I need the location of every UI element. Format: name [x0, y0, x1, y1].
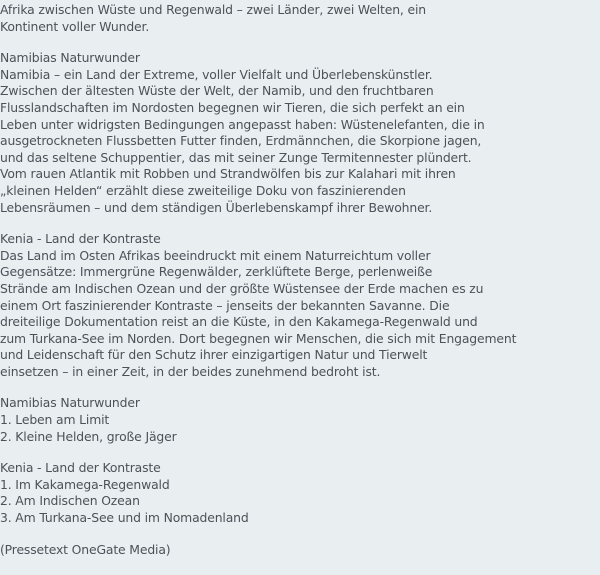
intro-line: Afrika zwischen Wüste und Regenwald – zwei Länder, zwei Welten, ein — [0, 2, 426, 17]
kenia-text-line: einem Ort faszinierender Kontraste – jenseits der bekannten Savanne. Die — [0, 297, 450, 313]
press-credit — [0, 542, 600, 559]
namibia-episodes-heading: Namibias Naturwunder — [0, 395, 140, 411]
namibia-text-line: Namibia – ein Land der Extreme, voller Vielfalt und Überlebenskünstler. — [0, 66, 433, 82]
episode-item: 1. Leben am Limit — [0, 412, 110, 428]
episode-item: 2. Kleine Helden, große Jäger — [0, 428, 177, 444]
namibia-text-line: und das seltene Schuppentier, das mit seiner Zunge Termitennester plündert. — [0, 149, 472, 165]
kenia-text-line: Strände am Indischen Ozean und der größte Wüstensee der Erde machen es zu — [0, 280, 484, 296]
namibia-text-line: Leben unter widrigsten Bedingungen angepasst haben: Wüstenelefanten, die in — [0, 116, 485, 132]
credit-text: (Pressetext OneGate Media) — [0, 541, 171, 557]
namibia-text-line: ausgetrockneten Flussbetten Futter finden, Erdmännchen, die Skorpione jagen, — [0, 133, 482, 149]
namibia-episode-list — [0, 395, 600, 445]
namibia-text-line: Zwischen der ältesten Wüste der Welt, der Namib, und den fruchtbaren — [0, 83, 434, 99]
namibia-heading: Namibias Naturwunder — [0, 50, 140, 66]
episode-item: 2. Am Indischen Ozean — [0, 493, 140, 509]
namibia-text-line: „kleinen Helden“ erzählt diese zweiteilige Doku von faszinierenden — [0, 182, 406, 198]
kenia-text-line: und Leidenschaft für den Schutz ihrer einzigartigen Natur und Tierwelt — [0, 347, 428, 363]
namibia-text-line: Lebensräumen – und dem ständigen Überlebenskampf ihrer Bewohner. — [0, 199, 433, 215]
kenia-text-line: Gegensätze: Immergrüne Regenwälder, zerklüftete Berge, perlenweiße — [0, 264, 433, 280]
episode-item: 3. Am Turkana-See und im Nomadenland — [0, 510, 249, 526]
kenia-heading: Kenia - Land der Kontraste — [0, 231, 161, 247]
episode-item: 1. Im Kakamega-Regenwald — [0, 476, 170, 492]
namibia-description — [0, 50, 600, 216]
kenia-description — [0, 231, 600, 380]
intro-paragraph — [0, 2, 600, 35]
namibia-text-line: Vom rauen Atlantik mit Robben und Strandwölfen bis zur Kalahari mit ihren — [0, 166, 456, 182]
kenia-episode-list — [0, 460, 600, 526]
kenia-text-line: dreiteilige Dokumentation reist an die Küste, in den Kakamega-Regenwald und — [0, 314, 478, 330]
kenia-text-line: zum Turkana-See im Norden. Dort begegnen wir Menschen, die sich mit Engagement — [0, 330, 517, 346]
namibia-text-line: Flusslandschaften im Nordosten begegnen wir Tieren, die sich perfekt an ein — [0, 99, 465, 115]
intro-line: Kontinent voller Wunder. — [0, 18, 150, 34]
kenia-episodes-heading: Kenia - Land der Kontraste — [0, 460, 161, 476]
kenia-text-line: einsetzen – in einer Zeit, in der beides zunehmend bedroht ist. — [0, 363, 381, 379]
kenia-text-line: Das Land im Osten Afrikas beeindruckt mit einem Naturreichtum voller — [0, 247, 431, 263]
